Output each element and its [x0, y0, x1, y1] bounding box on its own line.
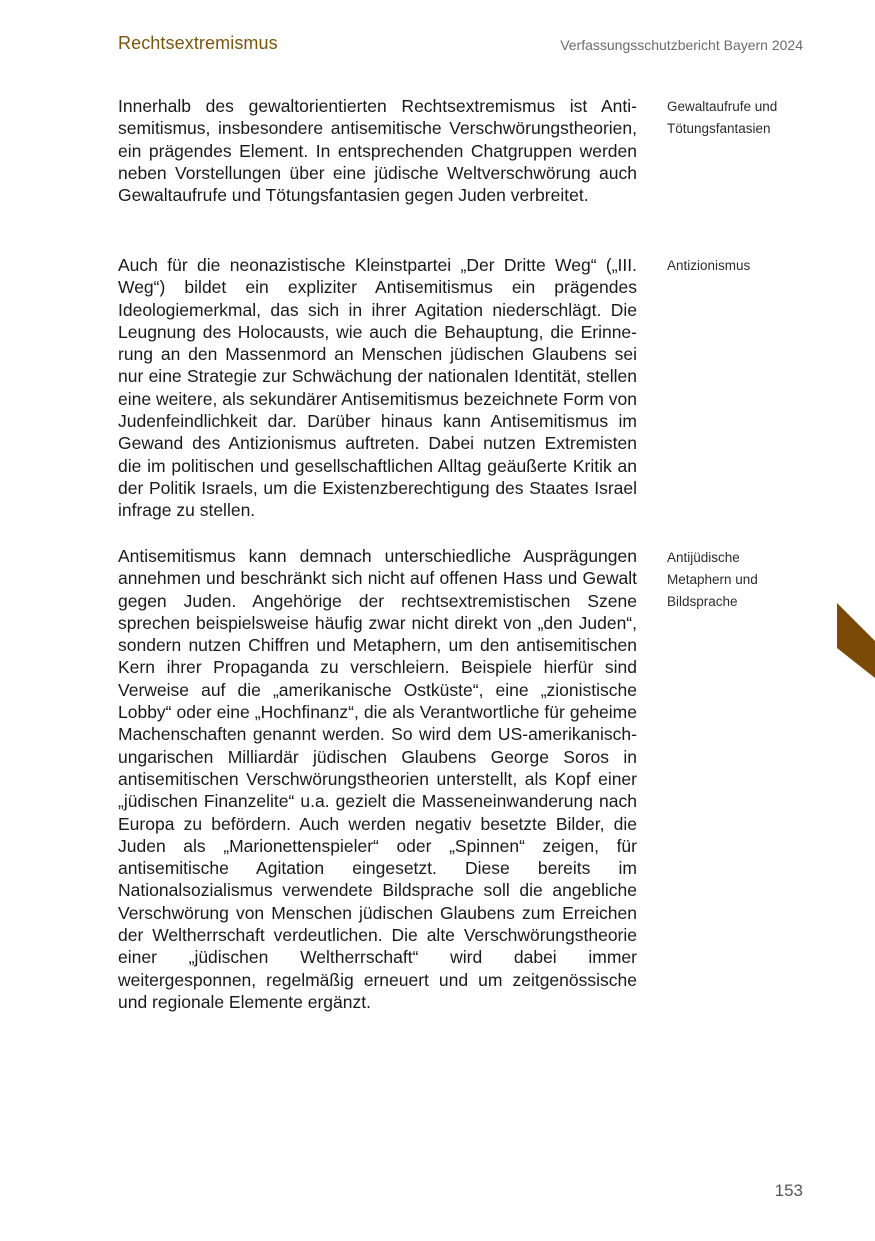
page-number: 153	[774, 1181, 803, 1200]
paragraph-1: Innerhalb des gewaltorientierten Rechtsextremismus ist Antisemitismus, insbesondere antisemitische Verschwörungstheorien, ein prägendes Element. In entsprechenden Chatgruppen werden neben Vorstellungen über eine jüdische Weltverschwörung auch Gewaltaufrufe und Tötungsfantasien gegen Juden verbreitet.	[118, 96, 637, 206]
running-header-publication: Verfassungsschutzbericht Bayern 2024	[560, 37, 803, 53]
running-header-section: Rechtsextremismus	[118, 33, 278, 53]
margin-note-line: Bildsprache	[667, 594, 738, 609]
margin-note-line: Tötungsfantasien	[667, 121, 771, 136]
margin-note-line: Antijüdische	[667, 550, 740, 565]
margin-note-line: Gewaltaufrufe und	[667, 99, 778, 114]
margin-note-gewaltaufrufe	[667, 96, 807, 140]
margin-note-antizionismus	[667, 255, 807, 277]
margin-note-line: Antizionismus	[667, 258, 751, 273]
margin-note-metaphern	[667, 547, 807, 613]
margin-note-line: Metaphern und	[667, 572, 758, 587]
paragraph-2: Auch für die neonazistische Kleinstpartei „Der Dritte Weg“ („III. Weg“) bildet ein expliziter Antisemitismus ein prägendes Ideologiemerkmal, das sich in ihrer Agitation niederschlägt. Die Leugnung des Holocausts, wie auch die Behauptung, die Erinnerung an den Massenmord an Menschen jüdischen Glaubens sei nur eine Strategie zur Schwächung der nationalen Identität, stellen eine weitere, als sekundärer Antisemitismus bezeichnete Form von Judenfeindlichkeit dar. Darüber hinaus kann Antisemitismus im Gewand des Antizionismus auftreten. Dabei nutzen Extremisten die im politischen und gesellschaftlichen Alltag geäußerte Kritik an der Politik Israels, um die Existenzberechtigung des Staates Israel infrage zu stellen.	[118, 255, 637, 521]
paragraph-3: Antisemitismus kann demnach unterschiedliche Ausprägungen annehmen und beschränkt sich nicht auf offenen Hass und Gewalt gegen Juden. Angehörige der rechtsextremistischen Szene sprechen beispielsweise häufig zwar nicht direkt von „den Juden“, sondern nutzen Chiffren und Metaphern, um den antisemitischen Kern ihrer Propaganda zu verschleiern. Beispiele hierfür sind Verweise auf die „amerikanische Ostküste“, eine „zionistische Lobby“ oder eine „Hochfinanz“, die als Verantwortliche für geheime Machenschaften genannt werden. So wird dem US-amerikanisch-ungarischen Milliardär jüdischen Glaubens George Soros in antisemitischen Verschwörungstheorien unterstellt, als Kopf einer „jüdischen Finanzelite“ u.a. gezielt die Masseneinwanderung nach Europa zu befördern. Auch werden negativ besetzte Bilder, die Juden als „Marionettenspieler“ oder „Spinnen“ zeigen, für antisemitische Agitation eingesetzt. Diese bereits im Nationalsozialismus verwendete Bildsprache soll die angebliche Verschwörung von Menschen jüdischen Glaubens zum Erreichen der Weltherrschaft verdeutlichen. Die alte Verschwörungstheorie einer „jüdischen Weltherrschaft“ wird dabei immer weitergesponnen, regelmäßig erneuert und um zeitgenössische und regionale Elemente ergänzt.	[118, 546, 637, 1012]
chapter-tab-marker	[837, 603, 875, 678]
